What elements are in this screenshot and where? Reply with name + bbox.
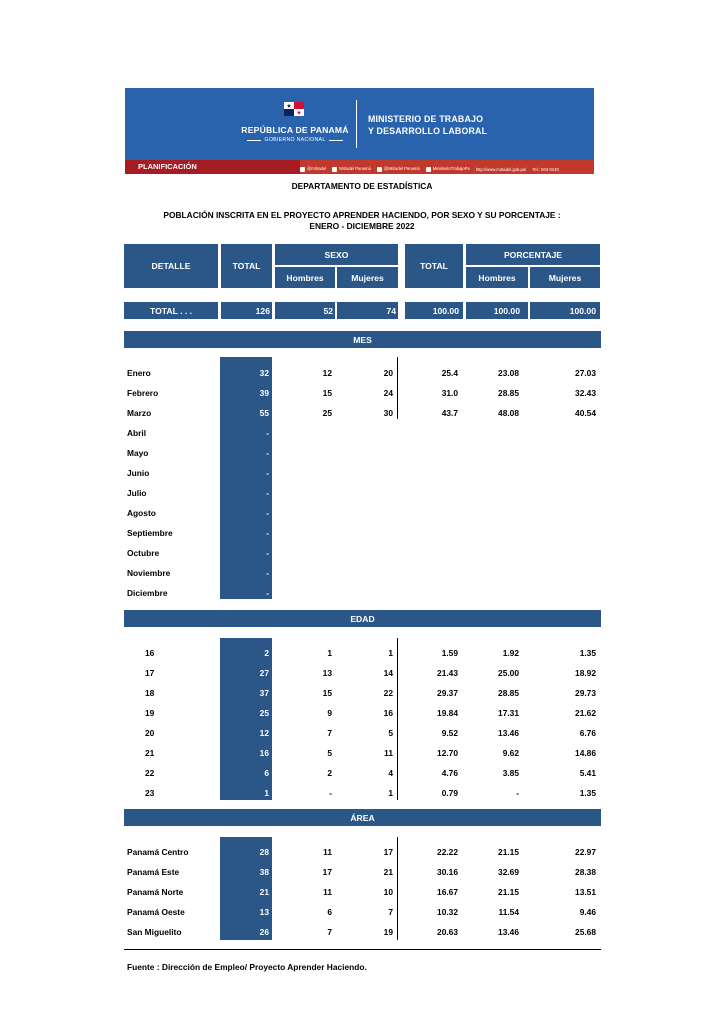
cell-pm: 18.92 xyxy=(575,668,596,678)
total-row-pm: 100.00 xyxy=(569,306,596,316)
cell-label: 19 xyxy=(145,708,155,718)
cell-label: Octubre xyxy=(127,548,160,558)
table-row xyxy=(0,528,724,548)
cell-label: 20 xyxy=(145,728,155,738)
cell-pm: 1.35 xyxy=(579,648,596,658)
cell-ph: 28.85 xyxy=(498,688,519,698)
total-row-mujeres: 74 xyxy=(386,306,396,316)
phone-label: Tel.: 504-0240 xyxy=(532,166,559,172)
cell-label: Junio xyxy=(127,468,150,478)
cell-ph: 13.46 xyxy=(498,927,519,937)
cell-m: 21 xyxy=(383,867,393,877)
cell-label: Septiembre xyxy=(127,528,173,538)
cell-h: 7 xyxy=(327,728,332,738)
cell-m: 4 xyxy=(388,768,393,778)
cell-total: 38 xyxy=(259,867,269,877)
cell-total: - xyxy=(266,588,269,598)
cell-h: 12 xyxy=(322,368,332,378)
cell-ph: 21.15 xyxy=(498,887,519,897)
cell-m: 24 xyxy=(383,388,393,398)
total-row-hombres-cell xyxy=(275,302,335,319)
total-row-pt: 100.00 xyxy=(432,306,459,316)
cell-ph: 48.08 xyxy=(498,408,519,418)
cell-h: 5 xyxy=(327,748,332,758)
cell-pm: 22.97 xyxy=(575,847,596,857)
cell-ph: 9.62 xyxy=(502,748,519,758)
cell-label: Panamá Centro xyxy=(127,847,189,857)
cell-ph: 28.85 xyxy=(498,388,519,398)
table-row xyxy=(0,448,724,468)
republica-label: REPÚBLICA DE PANAMÁ xyxy=(241,125,349,135)
banner-divider xyxy=(356,100,357,148)
section-edad: EDAD xyxy=(124,610,601,627)
cell-pt: 43.7 xyxy=(441,408,458,418)
total-row-label: TOTAL . . . xyxy=(150,306,193,316)
cell-h: 2 xyxy=(327,768,332,778)
cell-m: 11 xyxy=(384,748,393,758)
cell-total: 32 xyxy=(259,368,269,378)
cell-ph: 11.54 xyxy=(498,907,519,917)
total-row-pm-cell xyxy=(530,302,600,319)
cell-h: 17 xyxy=(322,867,332,877)
cell-total: - xyxy=(266,508,269,518)
total-row-label-cell xyxy=(124,302,218,319)
divider-line xyxy=(329,140,343,141)
table-row xyxy=(0,508,724,528)
cell-label: Julio xyxy=(127,488,147,498)
cell-label: Panamá Este xyxy=(127,867,180,877)
cell-h: 11 xyxy=(323,847,332,857)
cell-total: 6 xyxy=(264,768,269,778)
cell-ph: 21.15 xyxy=(498,847,519,857)
cell-total: - xyxy=(266,568,269,578)
cell-total: 1 xyxy=(264,788,269,798)
panama-flag-icon xyxy=(284,102,304,116)
cell-pt: 30.16 xyxy=(437,867,458,877)
cell-label: 23 xyxy=(145,788,155,798)
cell-total: 16 xyxy=(259,748,269,758)
total-row-pt-cell xyxy=(405,302,463,319)
cell-pt: 19.84 xyxy=(437,708,458,718)
cell-m: 5 xyxy=(388,728,393,738)
table-row xyxy=(0,907,724,927)
planificacion-label: PLANIFICACIÓN xyxy=(138,162,197,171)
cell-h: 11 xyxy=(323,887,332,897)
cell-label: Noviembre xyxy=(127,568,171,578)
cell-label: Abril xyxy=(127,428,147,438)
table-row xyxy=(0,488,724,508)
cell-total: 55 xyxy=(259,408,269,418)
cell-m: 7 xyxy=(388,907,393,917)
cell-total: - xyxy=(266,548,269,558)
total-row-ph-cell xyxy=(466,302,528,319)
cell-total: 39 xyxy=(259,388,269,398)
facebook-icon xyxy=(332,167,337,172)
cell-label: Mayo xyxy=(127,448,149,458)
twitter-icon xyxy=(300,167,305,172)
cell-ph: - xyxy=(516,788,519,798)
cell-total: 27 xyxy=(259,668,269,678)
cell-ph: 25.00 xyxy=(498,668,519,678)
table-row xyxy=(0,548,724,568)
cell-h: 1 xyxy=(327,648,332,658)
table-row xyxy=(0,468,724,488)
cell-m: 20 xyxy=(383,368,393,378)
youtube-link[interactable]: MinisterioTrabajoPa xyxy=(426,166,470,171)
table-row xyxy=(0,588,724,608)
cell-total: 2 xyxy=(264,648,269,658)
cell-total: 13 xyxy=(259,907,269,917)
cell-pt: 9.52 xyxy=(441,728,458,738)
report-title-line2: ENERO - DICIEMBRE 2022 xyxy=(309,221,415,231)
table-row xyxy=(0,688,724,708)
header-hombres-pct: Hombres xyxy=(466,267,528,288)
cell-h: 15 xyxy=(322,388,332,398)
cell-m: 19 xyxy=(383,927,393,937)
department-title: DEPARTAMENTO DE ESTADÍSTICA xyxy=(291,181,433,191)
cell-ph: 32.69 xyxy=(498,867,519,877)
cell-pt: 29.37 xyxy=(437,688,458,698)
cell-total: - xyxy=(266,428,269,438)
total-row-ph: 100.00 xyxy=(493,306,520,316)
total-row-hombres: 52 xyxy=(323,306,333,316)
cell-pt: 21.43 xyxy=(437,668,458,678)
cell-ph: 13.46 xyxy=(498,728,519,738)
cell-total: 37 xyxy=(259,688,269,698)
cell-m: 1 xyxy=(388,788,393,798)
cell-pt: 31.0 xyxy=(441,388,458,398)
header-porcentaje: PORCENTAJE xyxy=(466,244,600,265)
cell-pm: 21.62 xyxy=(575,708,596,718)
source-note: Fuente : Dirección de Empleo/ Proyecto Aprender Haciendo. xyxy=(127,962,367,972)
cell-pm: 5.41 xyxy=(579,768,596,778)
cell-h: 7 xyxy=(327,927,332,937)
total-row-total: 126 xyxy=(255,306,270,316)
gobierno-label: GOBIERNO NACIONAL xyxy=(264,137,326,143)
cell-label: Panamá Norte xyxy=(127,887,184,897)
cell-label: Agosto xyxy=(127,508,156,518)
table-row xyxy=(0,748,724,768)
total-row-total-cell xyxy=(221,302,272,319)
cell-ph: 23.08 xyxy=(498,368,519,378)
cell-total: - xyxy=(266,528,269,538)
cell-pm: 1.35 xyxy=(579,788,596,798)
total-row-mujeres-cell xyxy=(337,302,398,319)
cell-ph: 1.92 xyxy=(502,648,519,658)
ministerio-line2: Y DESARROLLO LABORAL xyxy=(368,126,488,136)
cell-label: Enero xyxy=(127,368,151,378)
table-row xyxy=(0,708,724,728)
cell-h: - xyxy=(329,788,332,798)
cell-label: 18 xyxy=(145,688,155,698)
report-title-line1: POBLACIÓN INSCRITA EN EL PROYECTO APRENDER HACIENDO, POR SEXO Y SU PORCENTAJE : xyxy=(163,210,561,220)
cell-pt: 20.63 xyxy=(437,927,458,937)
header-total-pct: TOTAL xyxy=(405,244,463,288)
ministerio-line1: MINISTERIO DE TRABAJO xyxy=(368,114,484,124)
cell-total: 28 xyxy=(259,847,269,857)
cell-pm: 14.86 xyxy=(575,748,596,758)
cell-pm: 6.76 xyxy=(579,728,596,738)
cell-total: 12 xyxy=(259,728,269,738)
table-row xyxy=(0,668,724,688)
cell-h: 15 xyxy=(322,688,332,698)
header-sexo: SEXO xyxy=(275,244,398,265)
header-banner xyxy=(125,88,594,160)
cell-label: Panamá Oeste xyxy=(127,907,185,917)
cell-pm: 29.73 xyxy=(575,688,596,698)
cell-pm: 27.03 xyxy=(575,368,596,378)
youtube-icon xyxy=(426,167,431,172)
cell-total: 26 xyxy=(259,927,269,937)
instagram-icon xyxy=(377,167,382,172)
table-bottom-line xyxy=(124,949,601,950)
cell-h: 6 xyxy=(327,907,332,917)
header-total: TOTAL xyxy=(221,244,272,288)
cell-label: 22 xyxy=(145,768,155,778)
cell-pm: 28.38 xyxy=(575,867,596,877)
section-mes: MES xyxy=(124,331,601,348)
header-hombres: Hombres xyxy=(275,267,335,288)
cell-m: 17 xyxy=(383,847,393,857)
cell-m: 30 xyxy=(383,408,393,418)
cell-pt: 10.32 xyxy=(437,907,458,917)
table-row xyxy=(0,388,724,408)
cell-total: - xyxy=(266,448,269,458)
cell-label: 21 xyxy=(145,748,155,758)
table-row xyxy=(0,368,724,388)
cell-total: 21 xyxy=(259,887,269,897)
cell-pt: 16.67 xyxy=(437,887,458,897)
table-row xyxy=(0,648,724,668)
cell-label: 17 xyxy=(145,668,155,678)
cell-total: 25 xyxy=(259,708,269,718)
cell-pm: 32.43 xyxy=(575,388,596,398)
cell-pt: 1.59 xyxy=(441,648,458,658)
cell-label: 16 xyxy=(145,648,155,658)
cell-m: 22 xyxy=(383,688,393,698)
social-links xyxy=(300,164,590,174)
cell-m: 14 xyxy=(383,668,393,678)
header-detalle: DETALLE xyxy=(124,244,218,288)
cell-h: 25 xyxy=(322,408,332,418)
cell-pt: 12.70 xyxy=(437,748,458,758)
cell-label: San Miguelito xyxy=(127,927,182,937)
table-row xyxy=(0,788,724,808)
cell-pt: 4.76 xyxy=(441,768,458,778)
cell-h: 9 xyxy=(327,708,332,718)
section-area: ÁREA xyxy=(124,809,601,826)
cell-h: 13 xyxy=(322,668,332,678)
cell-m: 10 xyxy=(383,887,393,897)
cell-label: Diciembre xyxy=(127,588,168,598)
table-row xyxy=(0,428,724,448)
instagram-link[interactable]: @Mitradel Panamá xyxy=(377,166,420,171)
cell-pt: 25.4 xyxy=(441,368,458,378)
cell-label: Febrero xyxy=(127,388,159,398)
cell-pt: 22.22 xyxy=(437,847,458,857)
table-row xyxy=(0,887,724,907)
cell-pm: 13.51 xyxy=(575,887,596,897)
header-mujeres: Mujeres xyxy=(337,267,398,288)
cell-ph: 3.85 xyxy=(502,768,519,778)
facebook-link[interactable]: Mitradel Panamá xyxy=(332,166,371,171)
cell-pm: 25.68 xyxy=(575,927,596,937)
twitter-link[interactable]: @mitradel xyxy=(300,166,326,171)
cell-pm: 9.46 xyxy=(579,907,596,917)
table-row xyxy=(0,768,724,788)
cell-ph: 17.31 xyxy=(498,708,519,718)
header-mujeres-pct: Mujeres xyxy=(530,267,600,288)
table-row xyxy=(0,847,724,867)
table-row xyxy=(0,728,724,748)
table-row xyxy=(0,568,724,588)
table-row xyxy=(0,408,724,428)
cell-pm: 40.54 xyxy=(575,408,596,418)
cell-pt: 0.79 xyxy=(441,788,458,798)
cell-total: - xyxy=(266,468,269,478)
cell-m: 1 xyxy=(388,648,393,658)
cell-label: Marzo xyxy=(127,408,152,418)
cell-total: - xyxy=(266,488,269,498)
cell-m: 16 xyxy=(383,708,393,718)
website-link[interactable]: http://www.mitradel.gob.pa/ xyxy=(475,166,527,172)
table-row xyxy=(0,867,724,887)
table-row xyxy=(0,927,724,947)
